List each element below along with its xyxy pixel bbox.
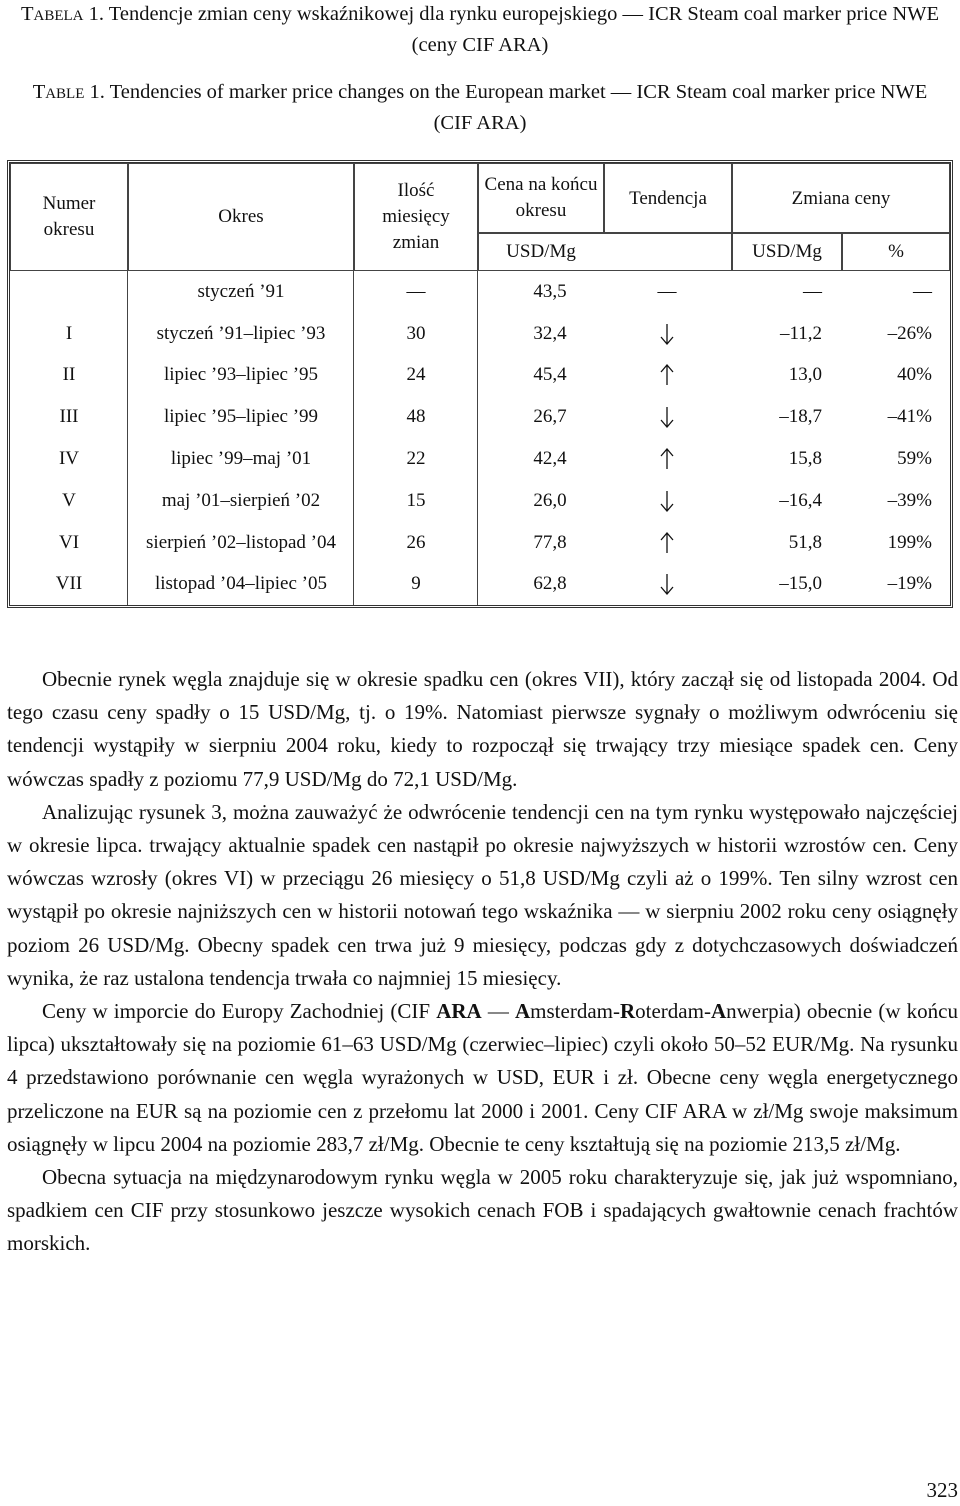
cell-cena xyxy=(478,355,622,397)
cell-numer xyxy=(10,480,128,522)
cell-pct xyxy=(822,522,932,564)
cell-okres xyxy=(128,271,354,313)
cell-zmiana xyxy=(712,313,822,355)
cell-cena xyxy=(478,438,622,480)
cell-zmiana-text: — xyxy=(803,280,822,302)
arrow-down-icon xyxy=(622,396,712,438)
arrow-down-icon xyxy=(622,480,712,522)
arrow-up-icon xyxy=(622,522,712,564)
cell-numer-text: VI xyxy=(58,531,80,553)
cell-okres-text: lipiec ’93–lipiec ’95 xyxy=(163,364,319,386)
cell-ilosc-text: — xyxy=(406,280,426,302)
cell-numer-text: II xyxy=(62,364,76,386)
cell-okres-text: lipiec ’95–lipiec ’99 xyxy=(163,406,319,428)
price-table xyxy=(7,160,953,608)
cell-ilosc-text: 26 xyxy=(406,531,426,553)
cell-numer xyxy=(10,522,128,564)
cell-ilosc-text: 48 xyxy=(406,406,426,428)
cell-cena-text: 26,7 xyxy=(533,406,567,428)
cell-okres-text: listopad ’04–lipiec ’05 xyxy=(154,573,328,595)
cell-pct xyxy=(822,271,932,313)
cell-pct-text: –41% xyxy=(887,406,932,428)
header-cena: Cena na końcu okresu xyxy=(478,163,604,233)
paragraph: Obecna sytuacja na międzynarodowym rynku węgla w 2005 roku charakteryzuje się, jak już wspomniano, spadkiem cen CIF przy stosunkowo jeszcze wysokich cenach FOB i spadających gwałtownie cenach frachtów morskich. xyxy=(7,1165,958,1256)
page-number: 323 xyxy=(926,1478,958,1502)
cell-zmiana xyxy=(712,480,822,522)
paragraph: Obecnie rynek węgla znajduje się w okresie spadku cen (okres VII), który zaczął się od listopada 2004. Od tego czasu ceny spadły o 15 USD/Mg, tj. o 19%. Natomiast pierwsze sygnały o możliwym odwróceniu się tendencji wystąpiły w sierpniu 2004 roku, kiedy to rozpoczął się trwający trzy miesiące spadek cen. Ceny wówczas spadły z poziomu 77,9 USD/Mg do 72,1 USD/Mg. xyxy=(7,667,958,791)
arrow-up-icon xyxy=(622,355,712,397)
cell-okres xyxy=(128,522,354,564)
cell-zmiana-text: –18,7 xyxy=(779,406,822,428)
cell-pct xyxy=(822,480,932,522)
cell-numer-text: III xyxy=(59,406,79,428)
paragraph: Analizując rysunek 3, można zauważyć że odwrócenie tendencji cen na tym rynku występowało najczęściej w okresie lipca. trwający aktualnie spadek cen nastąpił po okresie najwyższych w historii wzrostów cen. Ceny wówczas wzrosły (okres VI) w przeciągu 26 miesięcy o 51,8 USD/Mg czyli aż o 199%. Ten silny wzrost cen wystąpił po okresie najniższych cen w historii notowań tego wskaźnika — w sierpniu 2002 roku ceny osiągnęły poziom 26 USD/Mg. Obecny spadek cen trwa już 9 miesięcy, podczas gdy z dotychczasowych doświadczeń wynika, że raz ustalona tendencja trwała co najmniej 15 miesięcy. xyxy=(7,799,958,990)
cell-numer xyxy=(10,355,128,397)
cell-ilosc-text: 30 xyxy=(406,322,426,344)
caption-label-initial: T xyxy=(20,3,34,25)
cell-pct xyxy=(822,313,932,355)
cell-tendencja-text: — xyxy=(657,280,677,302)
cell-numer xyxy=(10,396,128,438)
header-unit-cena: USD/Mg xyxy=(478,233,732,271)
cell-okres xyxy=(128,313,354,355)
cell-ilosc-text: 15 xyxy=(406,489,426,511)
cell-zmiana xyxy=(712,564,822,606)
cell-pct-text: 199% xyxy=(887,531,932,553)
cell-ilosc-text: 24 xyxy=(406,364,426,386)
caption-text: 1. Tendencje zmian ceny wskaźnikowej dla rynku europejskiego — ICR Steam coal marker price NWE (ceny CIF ARA) xyxy=(88,3,940,56)
cell-zmiana-text: –16,4 xyxy=(779,489,822,511)
cell-okres-text: maj ’01–sierpień ’02 xyxy=(161,489,321,511)
caption-text: 1. Tendencies of marker price changes on the European market — ICR Steam coal marker price NWE (CIF ARA) xyxy=(89,81,928,134)
caption-label-rest: ABELA xyxy=(33,8,84,24)
cell-cena xyxy=(478,396,622,438)
cell-cena-text: 43,5 xyxy=(533,280,567,302)
body-text xyxy=(7,663,958,1261)
cell-okres-text: styczeń ’91–lipiec ’93 xyxy=(156,322,326,344)
cell-numer xyxy=(10,313,128,355)
header-ilosc: Ilość miesięcy zmian xyxy=(354,163,478,271)
cell-pct xyxy=(822,438,932,480)
cell-cena xyxy=(478,313,622,355)
cell-okres xyxy=(128,355,354,397)
header-unit-zmiana: USD/Mg xyxy=(732,233,842,271)
cell-pct-text: 40% xyxy=(897,364,932,386)
cell-cena xyxy=(478,564,622,606)
cell-cena-text: 32,4 xyxy=(533,322,567,344)
cell-ilosc xyxy=(354,396,478,438)
cell-cena-text: 42,4 xyxy=(533,448,567,470)
cell-pct-text: — xyxy=(913,280,932,302)
cell-ilosc xyxy=(354,313,478,355)
cell-okres xyxy=(128,564,354,606)
cell-ilosc xyxy=(354,271,478,313)
paragraph: Ceny w imporcie do Europy Zachodniej (CIF ARA — Amsterdam-Roterdam-Anwerpia) obecnie (w końcu lipca) ukształtowały się na poziomie 61–63 USD/Mg (czerwiec–lipiec) czyli około 50–52 EUR/Mg. Na rysunku 4 przedstawiono porównanie cen węgla wyrażonych w USD, EUR i zł. Obecne ceny węgla energetycznego przeliczone na EUR są na poziomie cen z przełomu lat 2000 i 2001. Ceny CIF ARA w zł/Mg swoje maksimum osiągnęły w lipcu 2004 na poziomie 283,7 zł/Mg. Obecnie te ceny kształtują się na poziomie 213,5 zł/Mg. xyxy=(7,999,958,1156)
table-caption-polish xyxy=(20,0,940,60)
cell-pct xyxy=(822,396,932,438)
cell-pct xyxy=(822,355,932,397)
cell-zmiana-text: –11,2 xyxy=(779,322,822,344)
cell-okres-text: sierpień ’02–listopad ’04 xyxy=(146,531,336,553)
cell-numer xyxy=(10,438,128,480)
cell-ilosc-text: 22 xyxy=(406,448,426,470)
cell-pct-text: 59% xyxy=(897,448,932,470)
header-numer: Numer okresu xyxy=(10,163,128,271)
cell-numer-text: V xyxy=(62,489,76,511)
header-tendencja: Tendencja xyxy=(604,163,732,233)
cell-pct-text: –26% xyxy=(887,322,932,344)
cell-zmiana-text: –15,0 xyxy=(779,573,822,595)
cell-numer-text: I xyxy=(65,322,73,344)
cell-tendencja xyxy=(622,271,712,313)
cell-ilosc xyxy=(354,480,478,522)
cell-numer-text: VII xyxy=(55,573,83,595)
header-zmiana: Zmiana ceny xyxy=(732,163,950,233)
caption-label-initial: T xyxy=(32,81,46,103)
arrow-down-icon xyxy=(622,564,712,606)
cell-okres-text: styczeń ’91 xyxy=(197,280,285,302)
cell-zmiana xyxy=(712,355,822,397)
cell-ilosc xyxy=(354,522,478,564)
cell-pct xyxy=(822,564,932,606)
cell-cena xyxy=(478,271,622,313)
cell-pct-text: –39% xyxy=(887,489,932,511)
header-okres: Okres xyxy=(128,163,354,271)
cell-cena xyxy=(478,480,622,522)
cell-okres xyxy=(128,480,354,522)
table-caption-english xyxy=(20,78,940,138)
cell-numer-text: IV xyxy=(58,448,80,470)
cell-cena-text: 77,8 xyxy=(533,531,567,553)
cell-cena-text: 62,8 xyxy=(533,573,567,595)
cell-zmiana xyxy=(712,271,822,313)
cell-ilosc-text: 9 xyxy=(411,573,421,595)
arrow-up-icon xyxy=(622,438,712,480)
cell-zmiana xyxy=(712,438,822,480)
cell-ilosc xyxy=(354,355,478,397)
caption-label-rest: ABLE xyxy=(45,86,85,102)
cell-okres xyxy=(128,396,354,438)
cell-cena-text: 45,4 xyxy=(533,364,567,386)
cell-numer xyxy=(10,564,128,606)
cell-ilosc xyxy=(354,438,478,480)
cell-zmiana xyxy=(712,522,822,564)
cell-ilosc xyxy=(354,564,478,606)
arrow-down-icon xyxy=(622,313,712,355)
cell-cena xyxy=(478,522,622,564)
cell-numer xyxy=(10,271,128,313)
cell-pct-text: –19% xyxy=(887,573,932,595)
cell-okres-text: lipiec ’99–maj ’01 xyxy=(170,448,312,470)
cell-zmiana-text: 51,8 xyxy=(788,531,822,553)
cell-cena-text: 26,0 xyxy=(533,489,567,511)
header-unit-pct: % xyxy=(842,233,950,271)
cell-zmiana-text: 13,0 xyxy=(788,364,822,386)
cell-zmiana xyxy=(712,396,822,438)
cell-zmiana-text: 15,8 xyxy=(788,448,822,470)
cell-okres xyxy=(128,438,354,480)
